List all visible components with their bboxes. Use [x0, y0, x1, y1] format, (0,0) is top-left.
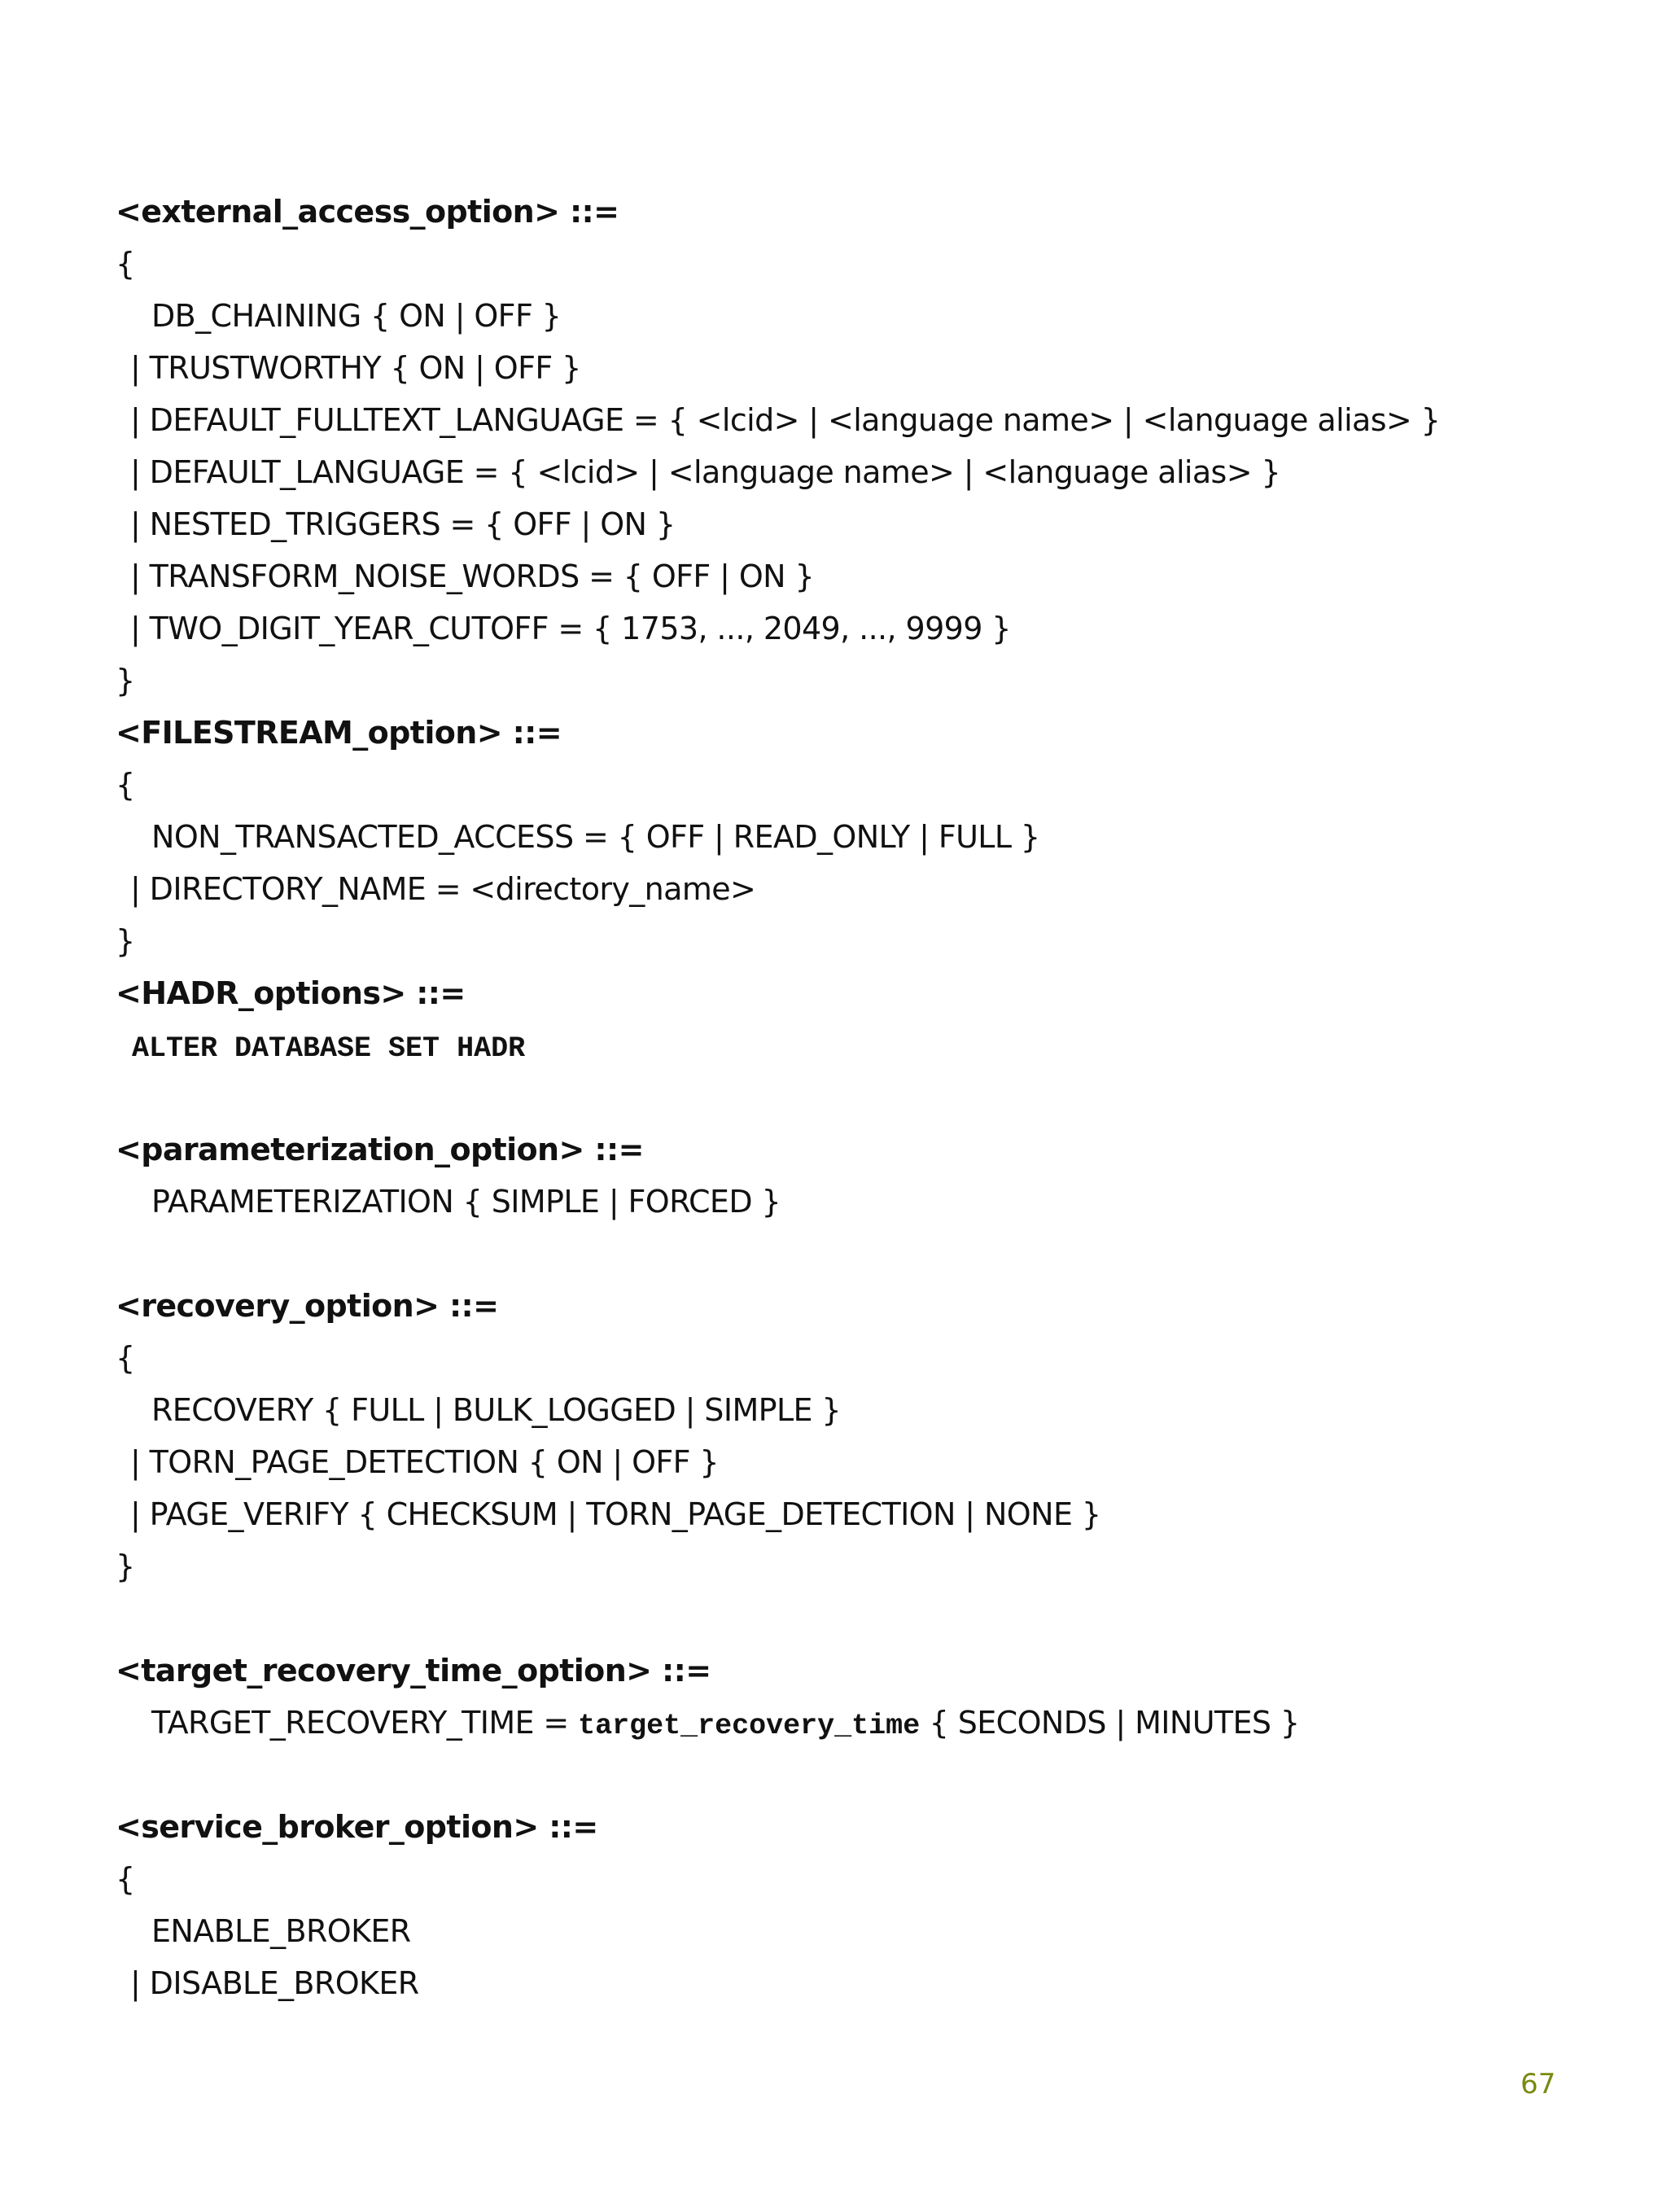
heading-external-access-option: <external_access_option> ::= — [116, 194, 619, 230]
close-brace: } — [116, 663, 135, 699]
syntax-line: ENABLE_BROKER — [151, 1913, 411, 1949]
open-brace: { — [116, 1861, 135, 1897]
syntax-line: | TWO_DIGIT_YEAR_CUTOFF = { 1753, ..., 2049, ..., 9999 } — [130, 611, 1011, 646]
syntax-line: | NESTED_TRIGGERS = { OFF | ON } — [130, 506, 676, 542]
spacer — [116, 1071, 1581, 1124]
open-brace: { — [116, 767, 135, 803]
heading-hadr-options: <HADR_options> ::= — [116, 975, 466, 1011]
heading-service-broker-option: <service_broker_option> ::= — [116, 1809, 598, 1845]
heading-target-recovery-time-option: <target_recovery_time_option> ::= — [116, 1653, 711, 1689]
syntax-line: NON_TRANSACTED_ACCESS = { OFF | READ_ONLY | FULL } — [151, 819, 1040, 855]
syntax-line: | DISABLE_BROKER — [130, 1965, 419, 2001]
syntax-line: | TORN_PAGE_DETECTION { ON | OFF } — [130, 1444, 719, 1480]
syntax-line: DB_CHAINING { ON | OFF } — [151, 298, 562, 334]
spacer — [116, 1749, 1581, 1801]
syntax-options: { SECONDS | MINUTES } — [920, 1705, 1300, 1741]
spacer — [116, 1228, 1581, 1280]
syntax-line: | DEFAULT_FULLTEXT_LANGUAGE = { <lcid> | <language name> | <language alias> } — [130, 402, 1441, 438]
syntax-line — [116, 1697, 1581, 1749]
close-brace: } — [116, 923, 135, 959]
heading-parameterization-option: <parameterization_option> ::= — [116, 1132, 644, 1167]
page-number: 67 — [1520, 2068, 1556, 2100]
syntax-block — [116, 186, 1581, 2009]
syntax-line: PARAMETERIZATION { SIMPLE | FORCED } — [151, 1184, 781, 1220]
syntax-keyword: TARGET_RECOVERY_TIME = — [151, 1705, 579, 1741]
close-brace: } — [116, 1548, 135, 1584]
syntax-line: | PAGE_VERIFY { CHECKSUM | TORN_PAGE_DETECTION | NONE } — [130, 1496, 1101, 1532]
code-line — [116, 1019, 1581, 1071]
heading-filestream-option: <FILESTREAM_option> ::= — [116, 715, 562, 751]
syntax-line: | DEFAULT_LANGUAGE = { <lcid> | <language name> | <language alias> } — [130, 454, 1281, 490]
spacer — [116, 1592, 1581, 1645]
syntax-line: RECOVERY { FULL | BULK_LOGGED | SIMPLE } — [151, 1392, 841, 1428]
syntax-line: | TRUSTWORTHY { ON | OFF } — [130, 350, 581, 386]
syntax-line: | TRANSFORM_NOISE_WORDS = { OFF | ON } — [130, 558, 815, 594]
heading-recovery-option: <recovery_option> ::= — [116, 1288, 499, 1324]
code-text: ALTER DATABASE SET HADR — [132, 1032, 526, 1065]
syntax-line: | DIRECTORY_NAME = <directory_name> — [130, 871, 756, 907]
open-brace: { — [116, 246, 135, 282]
open-brace: { — [116, 1340, 135, 1376]
code-parameter: target_recovery_time — [578, 1710, 921, 1742]
